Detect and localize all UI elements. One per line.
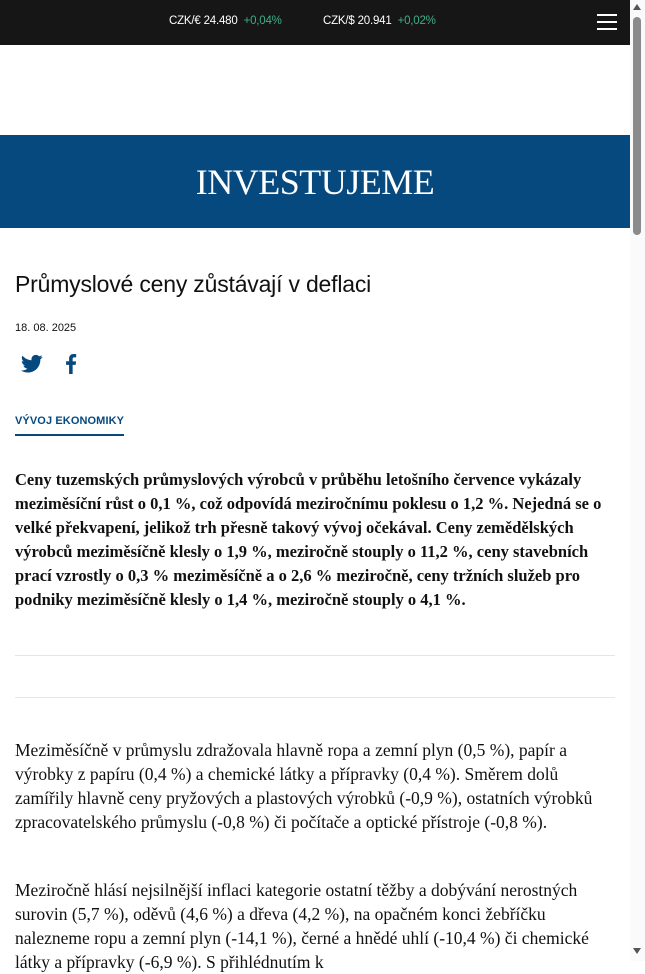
site-logo[interactable]: INVESTUJEME xyxy=(195,162,435,202)
article-paragraph: Meziměsíčně v průmyslu zdražovala hlavně ropa a zemní plyn (0,5 %), papír a výrobky z papíru (0,4 %) a chemické látky a přípravky (0,4 %). Směrem dolů zamířily hlavně ceny pryžových a plastových výrobků (-0,9 %), ostatních výrobků zpracovatelského průmyslu (-0,8 %) či počítače a optické přístroje (-0,8 %). xyxy=(15,740,593,832)
ticker-usd xyxy=(323,15,436,27)
twitter-share-button[interactable] xyxy=(21,354,43,374)
facebook-icon xyxy=(63,354,79,374)
ticker-usd-change: +0,02% xyxy=(397,15,436,27)
vertical-scrollbar[interactable] xyxy=(630,0,645,961)
twitter-icon xyxy=(21,354,43,374)
currency-ticker-bar xyxy=(0,0,630,45)
ticker-eur-rate: CZK/€ 24.480 xyxy=(169,15,238,27)
facebook-share-button[interactable] xyxy=(63,354,79,374)
category-tag[interactable]: VÝVOJ EKONOMIKY xyxy=(15,415,124,436)
scrollbar-thumb[interactable] xyxy=(633,17,641,235)
hamburger-menu-icon[interactable] xyxy=(597,14,617,30)
ticker-eur xyxy=(169,15,282,27)
article-date: 18. 08. 2025 xyxy=(15,322,77,334)
scroll-up-arrow-icon[interactable] xyxy=(633,4,641,10)
ticker-usd-rate: CZK/$ 20.941 xyxy=(323,15,392,27)
article-lead: Ceny tuzemských průmyslových výrobců v průběhu letošního července vykázaly meziměsíční růst o 0,1 %, což odpovídá meziročnímu poklesu o 1,2 %. Nejedná se o velké překvapení, jelikož trh přesně takový vývoj očekával. Ceny zemědělských výrobců meziměsíčně klesly o 1,9 %, meziročně stouply o 11,2 %, ceny stavebních prací vzrostly o 0,3 % meziměsíčně a o 2,6 % meziročně, ceny tržních služeb pro podniky meziměsíčně klesly o 1,4 %, meziročně stouply o 4,1 %. xyxy=(15,470,602,609)
article-paragraph: Meziročně hlásí nejsilnější inflaci kategorie ostatní těžby a dobývání nerostných surovin (5,7 %), oděvů (4,6 %) a dřeva (4,2 %), na opačném konci žebříčku nalezneme ropu a zemní plyn (-14,1 %), černé a hnědé uhlí (-10,4 %) či chemické látky a přípravky (-6,9 %). S přihlédnutím k xyxy=(15,880,589,972)
divider xyxy=(15,655,615,656)
article-title: Průmyslové ceny zůstávají v deflaci xyxy=(15,271,372,297)
divider xyxy=(15,697,615,698)
scroll-down-arrow-icon[interactable] xyxy=(633,948,641,954)
ticker-eur-change: +0,04% xyxy=(243,15,282,27)
